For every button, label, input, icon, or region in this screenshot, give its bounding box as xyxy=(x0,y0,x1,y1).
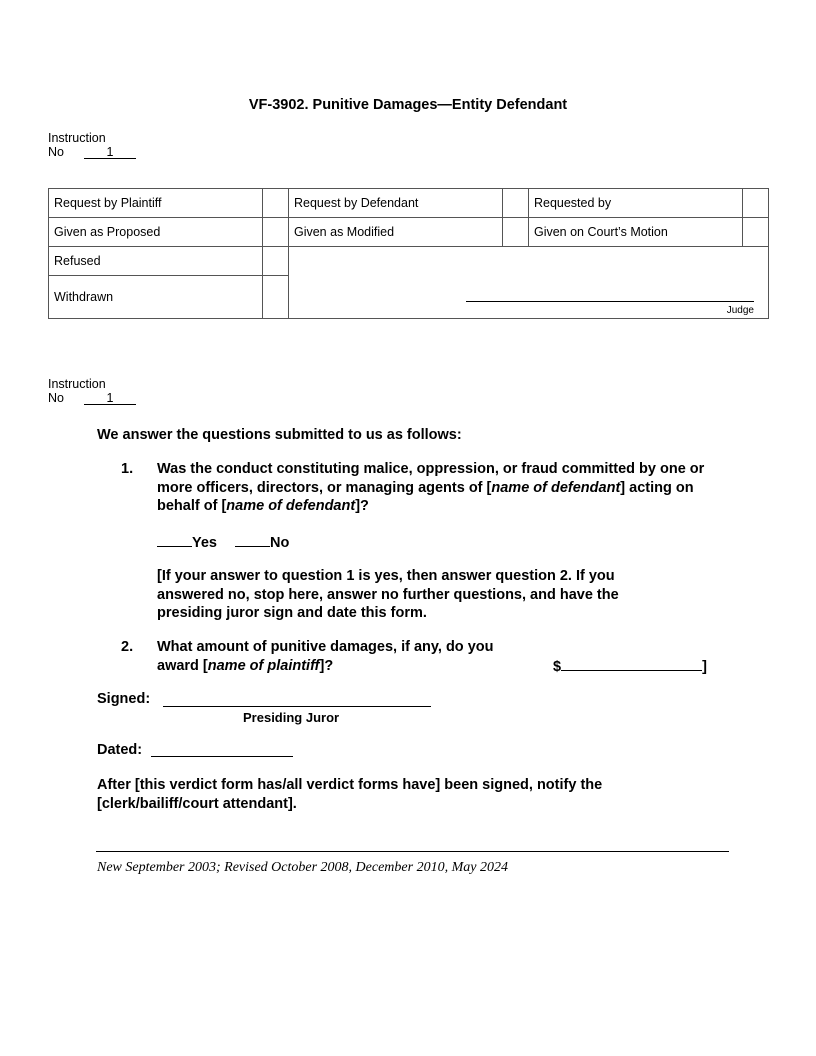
yes-no-answer xyxy=(157,532,289,553)
requested-by-label: Requested by xyxy=(528,189,742,218)
withdrawn-checkbox[interactable] xyxy=(263,276,289,319)
question-2-number: 2. xyxy=(121,639,134,655)
closing-note: After [this verdict form has/all verdict forms have] been signed, notify the [clerk/bailiff/court attendant]. xyxy=(97,777,603,812)
instruction-label: Instruction xyxy=(48,131,106,145)
instruction-no-label: No xyxy=(48,145,64,159)
footer-divider xyxy=(96,851,729,852)
question-1-text: Was the conduct constituting malice, oppression, or fraud committed by one or more officers, directors, or managing agents of [name of defendant] acting on behalf of [name of defendant]? xyxy=(157,461,705,514)
presiding-juror-signature-line[interactable] xyxy=(163,706,431,707)
date-line[interactable] xyxy=(151,756,293,757)
question-2-text: What amount of punitive damages, if any, do you award [name of plaintiff]? xyxy=(157,639,494,674)
request-by-plaintiff-label: Request by Plaintiff xyxy=(49,189,263,218)
signed-label: Signed: xyxy=(97,691,151,707)
judge-label: Judge xyxy=(726,305,754,316)
form-intro: We answer the questions submitted to us as follows: xyxy=(97,427,462,443)
instruction-no-value: 1 xyxy=(84,392,136,405)
judge-signature-area xyxy=(288,247,768,319)
given-as-proposed-checkbox[interactable] xyxy=(263,218,289,247)
presiding-juror-label: Presiding Juror xyxy=(243,710,340,725)
instruction-label: Instruction xyxy=(48,377,106,391)
instruction-no-value: 1 xyxy=(84,146,136,159)
question-1-number: 1. xyxy=(121,461,134,477)
dated-label: Dated: xyxy=(97,742,143,758)
judge-signature-line[interactable] xyxy=(466,301,754,302)
given-as-proposed-label: Given as Proposed xyxy=(49,218,263,247)
given-as-modified-checkbox[interactable] xyxy=(503,218,529,247)
instruction-number-block-2 xyxy=(48,377,136,405)
page-title: VF-3902. Punitive Damages—Entity Defendant xyxy=(248,97,568,113)
request-by-defendant-checkbox[interactable] xyxy=(503,189,529,218)
punitive-amount-blank[interactable] xyxy=(561,656,702,671)
answer-instruction-note: [If your answer to question 1 is yes, then answer question 2. If you answered no, stop here, answer no further questions, and have the presiding juror sign and date this form. xyxy=(157,568,619,621)
no-label: No xyxy=(270,535,290,551)
yes-answer-blank[interactable] xyxy=(157,532,192,547)
given-as-modified-label: Given as Modified xyxy=(288,218,502,247)
revision-history: New September 2003; Revised October 2008, December 2010, May 2024 xyxy=(97,860,508,875)
punitive-amount-field xyxy=(553,656,707,677)
refused-label: Refused xyxy=(49,247,263,276)
given-on-courts-motion-label: Given on Court’s Motion xyxy=(528,218,742,247)
withdrawn-label: Withdrawn xyxy=(49,276,263,319)
no-answer-blank[interactable] xyxy=(235,532,270,547)
amount-close-bracket: ] xyxy=(702,659,707,675)
yes-label: Yes xyxy=(192,535,217,551)
dollar-sign: $ xyxy=(553,659,562,675)
request-by-plaintiff-checkbox[interactable] xyxy=(263,189,289,218)
request-status-table xyxy=(48,188,769,319)
instruction-no-label: No xyxy=(48,391,64,405)
given-on-courts-motion-checkbox[interactable] xyxy=(743,218,769,247)
requested-by-checkbox[interactable] xyxy=(743,189,769,218)
request-by-defendant-label: Request by Defendant xyxy=(288,189,502,218)
refused-checkbox[interactable] xyxy=(263,247,289,276)
instruction-number-block xyxy=(48,131,136,159)
